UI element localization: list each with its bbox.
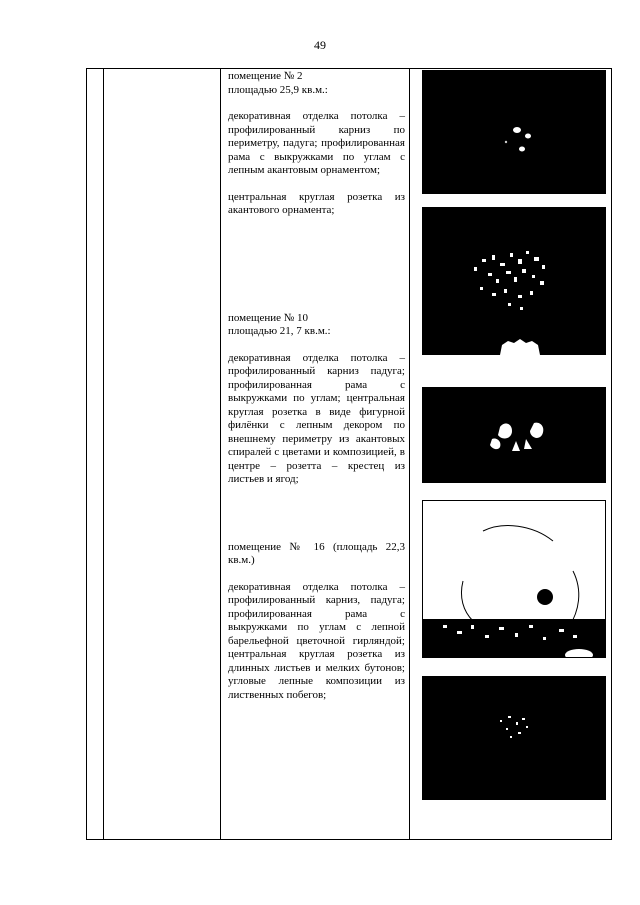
photo-room-10-rosette-image	[423, 501, 605, 657]
table-bottom-border	[86, 839, 612, 840]
description-column	[228, 70, 405, 702]
table-col-divider-3	[409, 68, 410, 840]
room-2-area: площадью 25,9 кв.м.:	[228, 83, 328, 96]
room-2-rosette-description: центральная круглая розетка из акантового орнамента;	[228, 190, 405, 216]
room-16-description: декоративная отделка потолка – профилированный карниз, падуга; профилированная рама с выкружками по углам с лепной барельефной цветочной гирляндой; центральная круглая розетка из длинных листьев и мелких бутонов; угловые лепные композиции из лиственных побегов;	[228, 580, 405, 701]
room-16-title: помещение № 16 (площадь 22,3 кв.м.)	[228, 540, 405, 566]
photo-room-16-ceiling-image	[422, 676, 606, 800]
table-border-left	[86, 68, 87, 840]
photo-room-2-ceiling-image	[422, 70, 606, 194]
photo-room-10-ceiling	[422, 387, 606, 483]
room-10-description: декоративная отделка потолка – профилированный карниз падуга; профилированная рама с выкружками по углам; центральная круглая розетка в виде фигурной филёнки с лепным декором по внешнему периметру из акантовых спиралей с цветами и композицией, в центре – розетта – крестец из листьев и ягод;	[228, 351, 405, 485]
photo-room-10-rosette	[422, 500, 606, 658]
room-2-description: декоративная отделка потолка – профилированный карниз по периметру, падуга; профилированная рама с выкружками по углам с лепным акантовым орнаментом;	[228, 110, 405, 176]
room-10-title: помещение № 10	[228, 311, 309, 324]
page-number: 49	[314, 38, 326, 52]
table-top-border	[86, 68, 612, 69]
table-col-divider-2	[220, 68, 221, 840]
table-col-divider-1	[103, 68, 104, 840]
photo-room-10-ceiling-image	[422, 387, 606, 483]
room-2-title: помещение № 2	[228, 70, 303, 82]
photo-room-2-rosette-image	[422, 207, 606, 355]
photo-room-16-ceiling	[422, 676, 606, 800]
table-border-right	[611, 68, 612, 840]
photo-room-2-rosette	[422, 207, 606, 355]
photo-room-2-ceiling	[422, 70, 606, 194]
room-10-area: площадью 21, 7 кв.м.:	[228, 325, 331, 337]
